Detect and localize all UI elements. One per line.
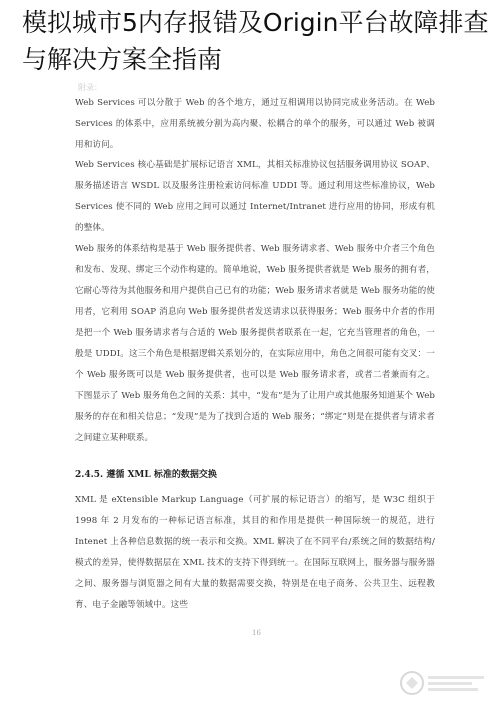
- paragraph-2: Web Services 核心基础是扩展标记语言 XML，其相关标准协议包括服务调用协议 SOAP、服务描述语言 WSDL 以及服务注册检索访问标准 UDDI 等。通过利用这些标准协议，Web Services 使不同的 Web 应用之间可以通过 Internet/Intranet 进行应用的协同，形成有机的整体。: [75, 160, 435, 233]
- paragraph-3: Web 服务的体系结构是基于 Web 服务提供者、Web 服务请求者、Web 服务中介者三个角色和发布、发现、绑定三个动作构建的。简单地说，Web 服务提供者就是 Web 服务的拥有者，它耐心等待为其他服务和用户提供自己已有的功能；Web 服务请求者就是 Web 服务功能的使用者，它利用 SOAP 消息向 Web 服务提供者发送请求以获得服务；Web 服务中介者的作用是把一个 Web 服务请求者与合适的 Web 服务提供者联系在一起，它充当管理者的角色，一般是 UDDI。这三个角色是根据逻辑关系划分的，在实际应用中，角色之间很可能有交叉：一个 Web 服务既可以是 Web 服务提供者，也可以是 Web 服务请求者，或者二者兼而有之。下图显示了 Web 服务角色之间的关系：其中，“发布”是为了让用户或其他服务知道某个 Web 服务的存在和相关信息；“发现”是为了找到合适的 Web 服务；“绑定”则是在提供者与请求者之间建立某种联系。: [75, 244, 435, 443]
- watermark-logo: [398, 666, 490, 700]
- section-heading: 2.4.5. 遵循 XML 标准的数据交换: [75, 470, 217, 480]
- page-number: 16: [252, 629, 261, 637]
- paragraph-1: Web Services 可以分散于 Web 的各个地方，通过互相调用以协同完成业务活动。在 Web Services 的体系中，应用系统被分割为高内聚、松耦合的单个的服务，可以通过 Web 被调用和访问。: [75, 98, 435, 150]
- page-title: 模拟城市5内存报错及Origin平台故障排查与解决方案全指南: [22, 8, 489, 74]
- watermark-logo-icon: [398, 666, 490, 700]
- paragraph-4: XML 是 eXtensible Markup Language（可扩展的标记语言）的缩写，是 W3C 组织于 1998 年 2 月发布的一种标记语言标准，其目的和作用是提供一种国际统一的规范，进行 Intenet 上各种信息数据的统一表示和交换。XML 解决了在不同平台/系统之间的数据结构/模式的差异，使得数据层在 XML 技术的支持下得到统一。在国际互联网上，服务器与服务器之间、服务器与浏览器之间有大量的数据需要交换，特别是在电子商务、公共卫生、远程教育、电子金融等领域中。这些: [75, 495, 435, 610]
- document-header-fragment: 附录：: [78, 83, 102, 92]
